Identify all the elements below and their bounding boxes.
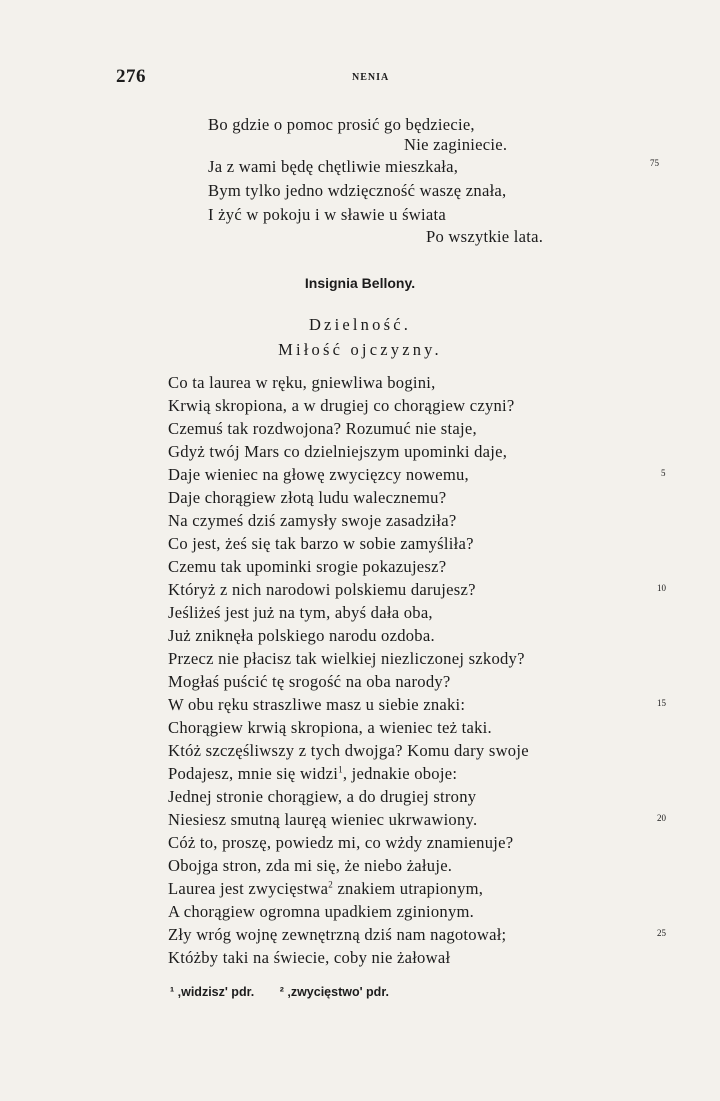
verse-line: Obojga stron, zda mi się, że niebo żałuje.	[168, 856, 453, 875]
verse-line: Jeśliżeś jest już na tym, abyś dała oba,	[168, 603, 433, 622]
verse-line: Któż szczęśliwszy z tych dwojga? Komu dary swoje	[168, 741, 529, 760]
footnotes	[170, 985, 411, 999]
verse-line: Zły wróg wojnę zewnętrzną dziś nam nagotował;	[168, 925, 507, 944]
footnote-ref: 1	[338, 764, 343, 775]
verse-line: Niesiesz smutną lauręą wieniec ukrwawiony.	[168, 810, 478, 829]
verse-line: A chorągiew ogromna upadkiem zginionym.	[168, 902, 475, 921]
verse-text: Laurea jest zwycięstwa	[168, 879, 329, 898]
verse-line: Co ta laurea w ręku, gniewliwa bogini,	[168, 373, 436, 392]
footnote-ref: 2	[328, 879, 334, 890]
verse-line: Ja z wami będę chętliwie mieszkała,	[208, 157, 459, 176]
verse-line: Któryż z nich narodowi polskiemu darujesz?	[168, 580, 476, 599]
verse-line	[168, 879, 483, 899]
verse-line: Czemu tak upominki srogie pokazujesz?	[168, 557, 447, 576]
verse-line: Jednej stronie chorągiew, a do drugiej strony	[168, 787, 477, 806]
verse-text: znakiem utrapionym,	[333, 879, 484, 898]
line-number-marker: 20	[657, 813, 666, 823]
verse-line: Mogłaś puścić tę srogość na oba narody?	[168, 672, 451, 691]
verse-text: Podajesz, mnie się widzi	[168, 764, 339, 783]
verse-line: Daje wieniec na głowę zwycięzcy nowemu,	[168, 465, 469, 484]
verse-line	[168, 764, 457, 784]
emblem-line: Dzielność.	[308, 315, 412, 334]
footnote: ² ‚zwycięstwo' pdr.	[279, 985, 389, 999]
line-number-marker: 10	[657, 583, 666, 593]
emblem-line: Miłość ojczyzny.	[278, 340, 442, 359]
poem-title: Insignia Bellony.	[304, 275, 416, 291]
verse-text: , jednakie oboje:	[342, 764, 458, 783]
verse-line: Na czymeś dziś zamysły swoje zasadziła?	[168, 511, 457, 530]
verse-line: Któżby taki na świecie, coby nie żałował	[168, 948, 451, 967]
verse-line: Bym tylko jedno wdzięczność waszę znała,	[208, 181, 507, 200]
verse-line: Gdyż twój Mars co dzielniejszym upominki daje,	[168, 442, 508, 461]
page-number: 276	[116, 66, 146, 87]
verse-line: I żyć w pokoju i w sławie u świata	[208, 205, 446, 224]
verse-line: Już zniknęła polskiego narodu ozdoba.	[168, 626, 435, 645]
verse-line: W obu ręku straszliwe masz u siebie znaki:	[168, 695, 466, 714]
running-title: NENIA	[352, 72, 390, 83]
verse-line: Bo gdzie o pomoc prosić go będziecie,	[208, 115, 475, 134]
footnote: ¹ ‚widzisz' pdr.	[170, 985, 255, 999]
verse-line: Daje chorągiew złotą ludu walecznemu?	[168, 488, 447, 507]
line-number-marker: 75	[650, 158, 659, 168]
verse-line: Chorągiew krwią skropiona, a wieniec też taki.	[168, 718, 492, 737]
verse-line: Przecz nie płacisz tak wielkiej niezliczonej szkody?	[168, 649, 525, 668]
verse-line: Krwią skropiona, a w drugiej co chorągiew czyni?	[168, 396, 515, 415]
verse-line: Czemuś tak rozdwojona? Rozumuć nie staje,	[168, 419, 477, 438]
line-number-marker: 5	[661, 468, 666, 478]
verse-line: Cóż to, proszę, powiedz mi, co wżdy znamienuje?	[168, 833, 514, 852]
verse-line: Po wszytkie lata.	[426, 227, 544, 246]
line-number-marker: 15	[657, 698, 666, 708]
verse-line: Nie zaginiecie.	[404, 135, 508, 154]
line-number-marker: 25	[657, 928, 666, 938]
verse-line: Co jest, żeś się tak barzo w sobie zamyśliła?	[168, 534, 474, 553]
